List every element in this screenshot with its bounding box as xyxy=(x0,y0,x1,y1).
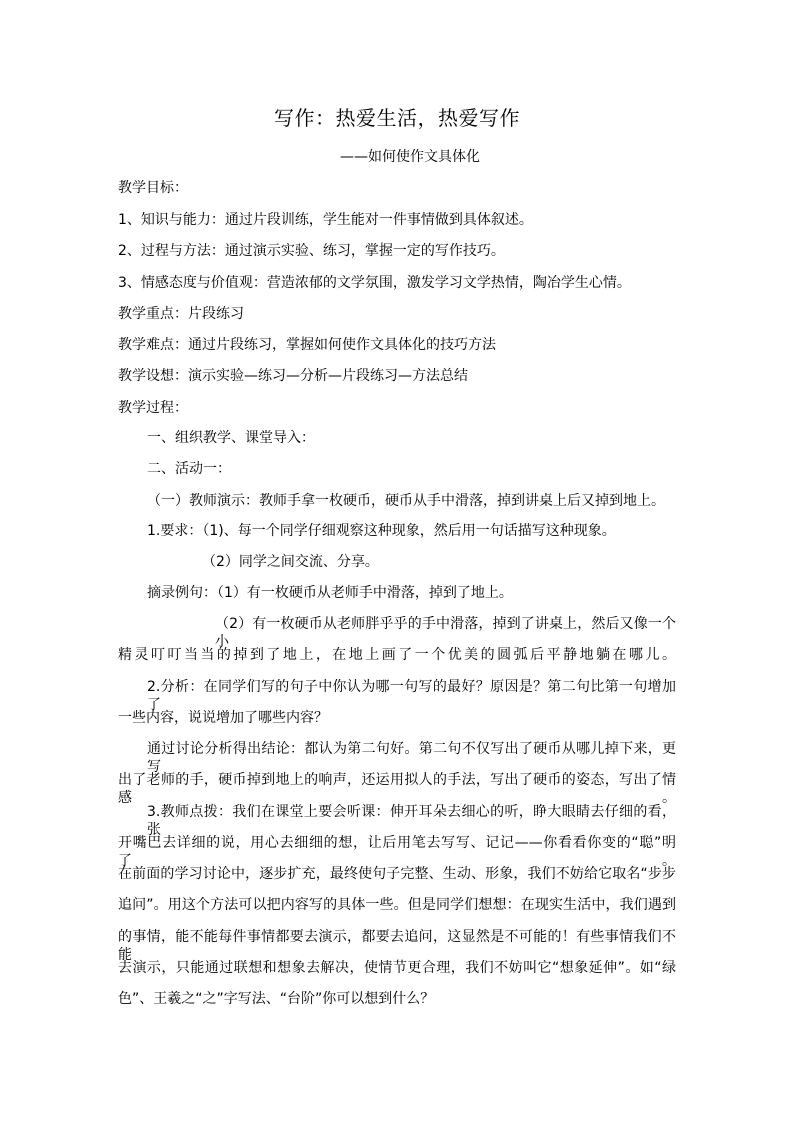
paragraph-line: 开嘴巴去详细的说，用心去细细的想，让后用笔去写写、记记——你看看你变的“聪”明了。 xyxy=(118,835,676,869)
paragraph-line: （一）教师演示：教师手拿一枚硬币，硬币从手中滑落，掉到讲桌上后又掉到地上。 xyxy=(147,493,665,509)
objective-item: 3、情感态度与价值观：营造浓郁的文学氛围，激发学习文学热情，陶冶学生心情。 xyxy=(118,275,631,291)
paragraph-line: 1.要求：（1)、每一个同学仔细观察这种现象，然后用一句话描写这种现象。 xyxy=(147,523,616,539)
paragraph-line: 通过讨论分析得出结论：都认为第二句好。第二句不仅写出了硬币从哪儿掉下来，更写 xyxy=(147,741,676,775)
paragraph-line: 3.教师点拨：我们在课堂上要会听课：伸开耳朵去细心的听，睁大眼睛去仔细的看，张 xyxy=(147,804,676,838)
paragraph-line: （2）同学之间交流、分享。 xyxy=(202,554,379,570)
paragraph-line: 精灵叮叮当当的掉到了地上，在地上画了一个优美的圆弧后平静地躺在哪儿。 xyxy=(118,647,676,663)
objective-item: 1、知识与能力：通过片段训练，学生能对一件事情做到具体叙述。 xyxy=(118,212,533,228)
document-title: 写作：热爱生活，热爱写作 xyxy=(274,106,520,130)
paragraph-line: 在前面的学习讨论中，逐步扩充，最终使句子完整、生动、形象，我们不妨给它取名“步步 xyxy=(118,866,676,882)
paragraph-line: 的事情，能不能每件事情都要去演示，都要去追问，这显然是不可能的！有些事情我们不能 xyxy=(118,929,676,963)
paragraph-line: 2.分析：在同学们写的句子中你认为哪一句写的最好？原因是？第二句比第一句增加了 xyxy=(147,679,676,713)
paragraph-line: 一些内容，说说增加了哪些内容？ xyxy=(118,710,328,726)
paragraph-line: （2）有一枚硬币从老师胖乎乎的手中滑落，掉到了讲桌上，然后又像一个小 xyxy=(215,616,676,650)
process-step: 二、活动一： xyxy=(147,461,231,477)
teaching-plan: 教学设想：演示实验—练习—分析—片段练习—方法总结 xyxy=(118,368,468,384)
paragraph-line: 去演示，只能通过联想和想象去解决，使情节更合理，我们不妨叫它“想象延伸”。如“绿 xyxy=(118,960,676,976)
document-subtitle: ——如何使作文具体化 xyxy=(340,149,480,165)
section-heading-process: 教学过程： xyxy=(118,400,188,416)
paragraph-line: 摘录例句：（1）有一枚硬币从老师手中滑落，掉到了地上。 xyxy=(147,585,513,601)
paragraph-line: 色”、王羲之“之”字写法、“台阶”你可以想到什么？ xyxy=(118,991,435,1007)
section-heading-objectives: 教学目标： xyxy=(118,180,188,196)
process-step: 一、组织教学、课堂导入： xyxy=(147,430,315,446)
paragraph-line: 出了老师的手，硬币掉到地上的响声，还运用拟人的手法，写出了硬币的姿态，写出了情感。 xyxy=(118,772,676,806)
difficult-point: 教学难点：通过片段练习，掌握如何使作文具体化的技巧方法 xyxy=(118,337,496,353)
key-point: 教学重点：片段练习 xyxy=(118,306,244,322)
objective-item: 2、过程与方法：通过演示实验、练习，掌握一定的写作技巧。 xyxy=(118,243,505,259)
paragraph-line: 追问”。用这个方法可以把内容写的具体一些。但是同学们想想：在现实生活中，我们遇到 xyxy=(118,897,676,913)
